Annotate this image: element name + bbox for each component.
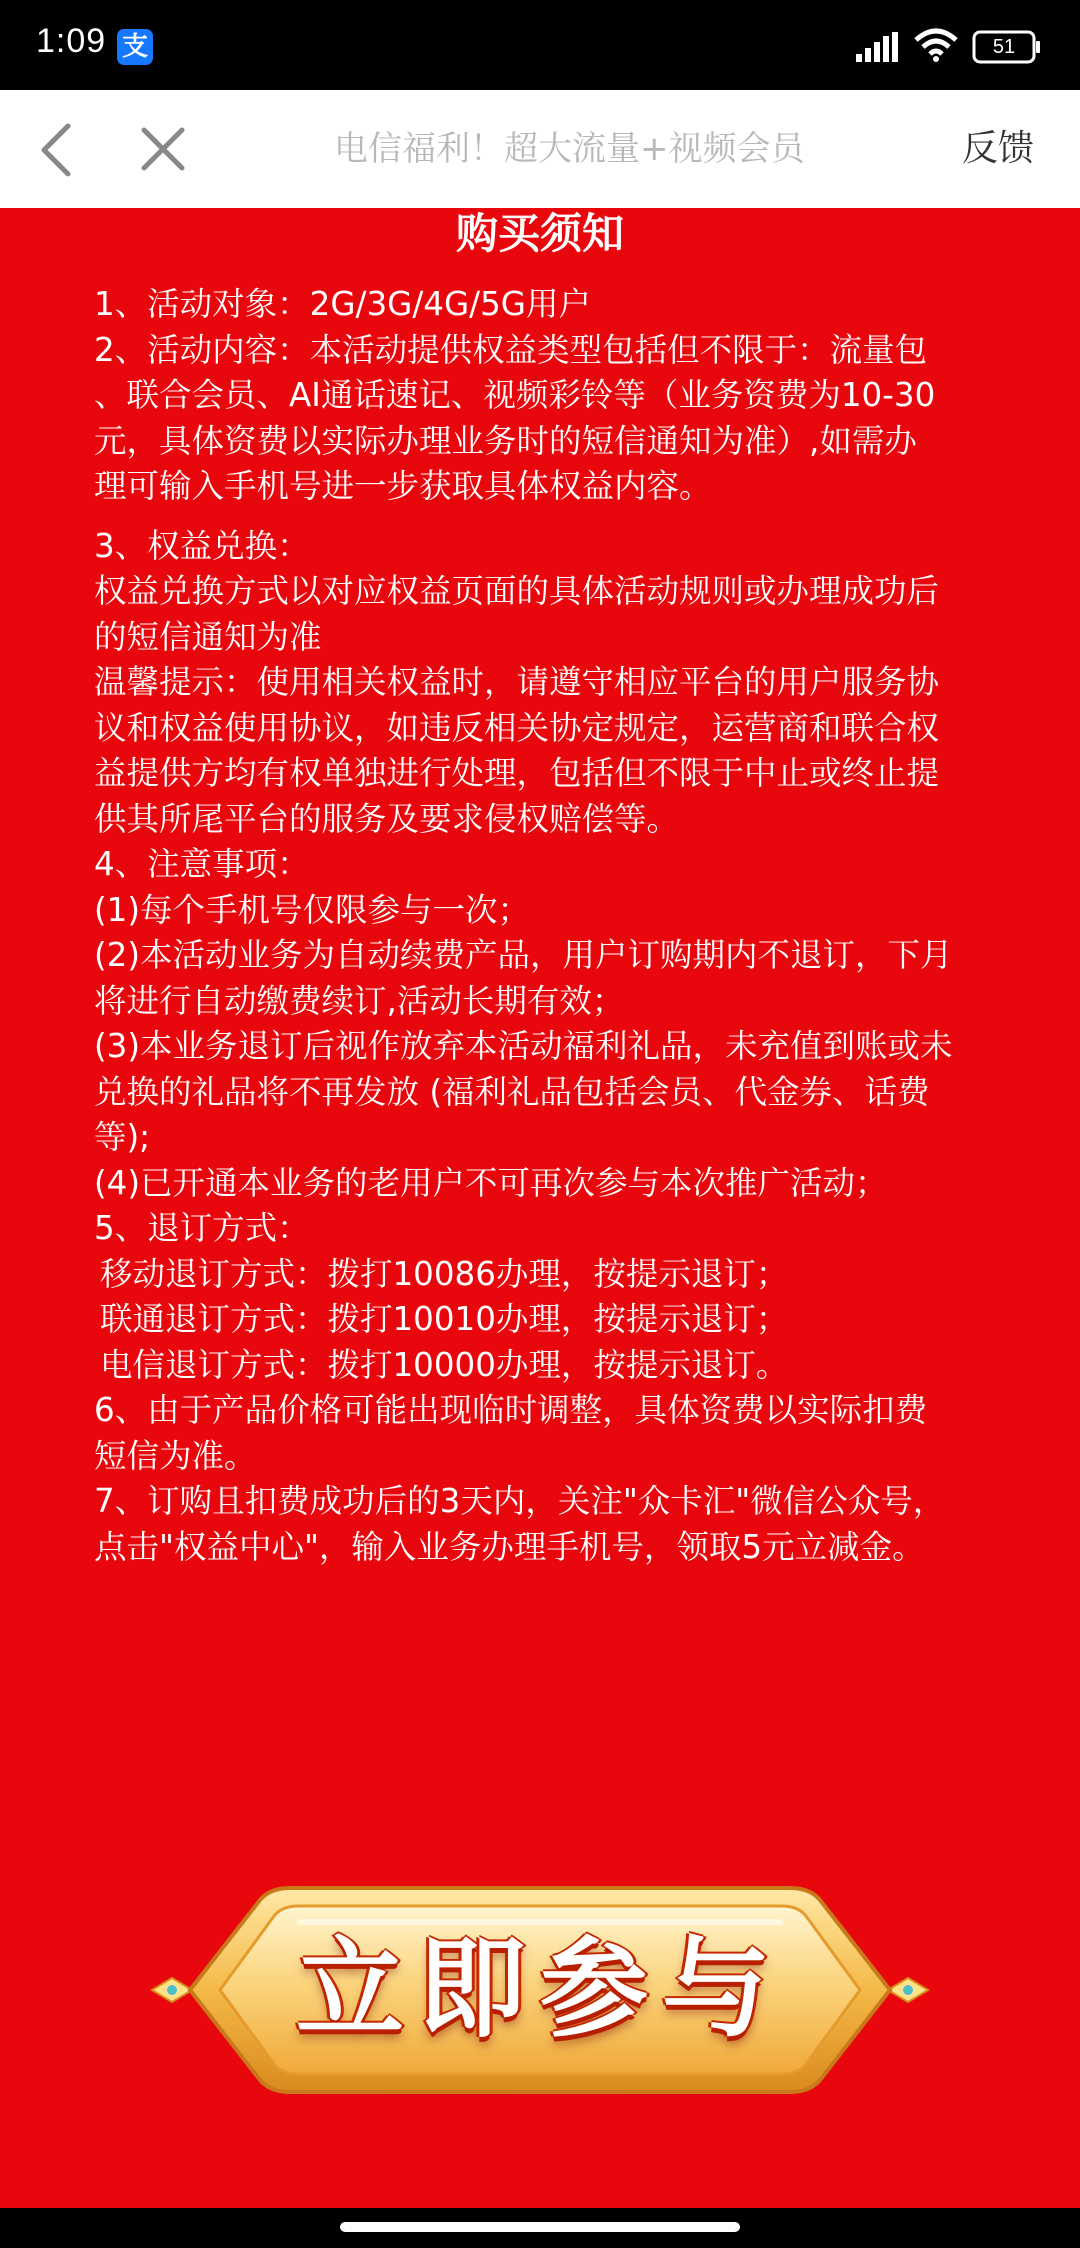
notice-line: 的短信通知为准 xyxy=(94,617,322,656)
notice-line: 5、退订方式： xyxy=(94,1209,310,1247)
join-button[interactable] xyxy=(150,1872,930,2108)
home-indicator[interactable] xyxy=(340,2222,740,2232)
notice-line: 元，具体资费以实际办理业务时的短信通知为准）,如需办 xyxy=(94,421,917,460)
notice-line: (1)每个手机号仅限参与一次； xyxy=(94,890,531,929)
notice-line: 电信退订方式：拨打10000办理，按提示退订。 xyxy=(100,1345,789,1384)
notice-line: 6、由于产品价格可能出现临时调整，具体资费以实际扣费 xyxy=(94,1391,928,1429)
notice-title: 购买须知 xyxy=(455,209,624,258)
feedback-button[interactable]: 反馈 xyxy=(962,128,1035,169)
page-title: 电信福利！超大流量+视频会员 xyxy=(334,129,805,169)
notice-line: 等); xyxy=(94,1118,151,1156)
notice-line: 点击"权益中心"，输入业务办理手机号，领取5元立减金。 xyxy=(94,1527,925,1566)
notice-line: 1、活动对象：2G/3G/4G/5G用户 xyxy=(94,285,591,323)
notice-line: 4、注意事项： xyxy=(94,845,310,883)
join-button-label: 立即参与 xyxy=(295,1927,784,2052)
notice-line: 供其所尾平台的服务及要求侵权赔偿等。 xyxy=(94,799,680,838)
status-time: 1:09 xyxy=(36,22,107,60)
notice-line: 7、订购且扣费成功后的3天内，关注"众卡汇"微信公众号， xyxy=(94,1482,946,1520)
notice-line: 移动退订方式：拨打10086办理，按提示退订； xyxy=(100,1254,789,1293)
notice-line: 益提供方均有权单独进行处理，包括但不限于中止或终止提 xyxy=(94,754,940,792)
notice-line: (4)已开通本业务的老用户不可再次参与本次推广活动； xyxy=(94,1163,888,1202)
notice-line: 理可输入手机号进一步获取具体权益内容。 xyxy=(94,467,712,505)
back-icon[interactable] xyxy=(36,122,76,178)
signal-icon xyxy=(856,32,900,62)
notice-line: 兑换的礼品将不再发放 (福利礼品包括会员、代金券、话费 xyxy=(94,1072,930,1111)
notice-list xyxy=(94,282,994,1570)
notice-line: 短信为准。 xyxy=(94,1436,257,1475)
notice-line: (3)本业务退订后视作放弃本活动福利礼品，未充值到账或未 xyxy=(94,1027,953,1065)
notice-line: 温馨提示：使用相关权益时，请遵守相应平台的用户服务协 xyxy=(94,663,940,701)
notice-line: 将进行自动缴费续订,活动长期有效； xyxy=(94,981,625,1020)
notice-line: 、联合会员、AI通话速记、视频彩铃等（业务资费为10-30 xyxy=(94,376,936,414)
nav-bar xyxy=(0,90,1080,208)
close-icon[interactable] xyxy=(140,126,186,172)
status-bar xyxy=(0,0,1080,90)
notice-line: 2、活动内容：本活动提供权益类型包括但不限于：流量包 xyxy=(94,330,928,369)
notice-line: 权益兑换方式以对应权益页面的具体活动规则或办理成功后 xyxy=(94,572,940,610)
notice-line: 联通退订方式：拨打10010办理，按提示退订； xyxy=(100,1300,789,1338)
notice-line: (2)本活动业务为自动续费产品，用户订购期内不退订，下月 xyxy=(94,936,953,974)
notice-line: 议和权益使用协议，如违反相关协定规定，运营商和联合权 xyxy=(94,708,940,747)
alipay-icon: 支 xyxy=(117,29,153,65)
notice-line: 3、权益兑换： xyxy=(94,526,310,565)
wifi-icon xyxy=(914,28,958,62)
battery-level: 51 xyxy=(992,36,1016,58)
